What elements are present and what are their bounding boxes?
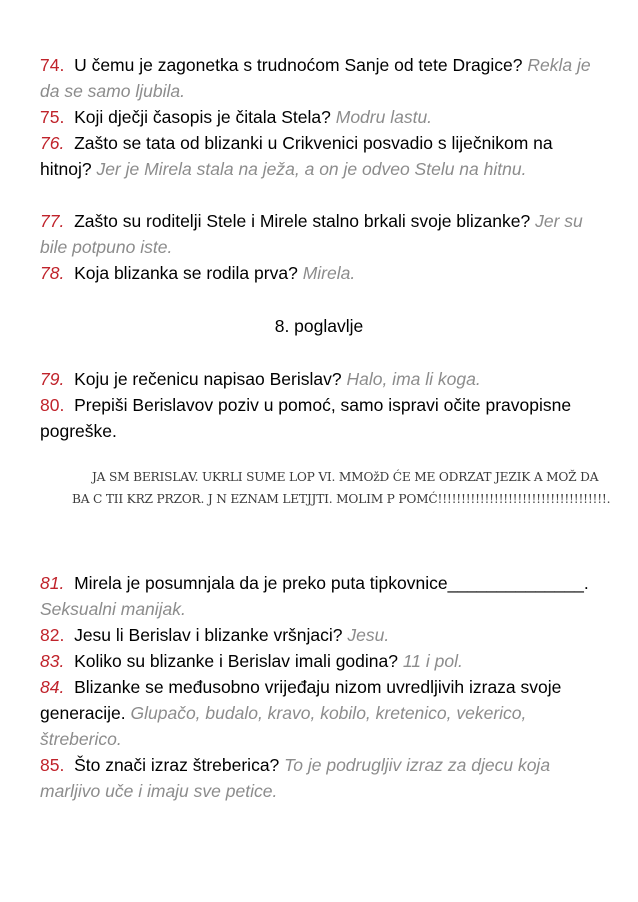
question-79 <box>40 366 600 392</box>
question-75 <box>40 104 600 130</box>
question-84 <box>40 674 600 752</box>
question-number: 81. <box>40 573 65 593</box>
question-74 <box>40 52 600 104</box>
question-76 <box>40 130 600 182</box>
answer-text: To je podrugljiv izraz za djecu koja marljivo uče i imaju sve petice. <box>40 755 551 801</box>
answer-text: Rekla je da se samo ljubila. <box>40 55 591 101</box>
answer-text: Mirela. <box>302 263 356 283</box>
chapter-heading: 8. poglavlje <box>274 316 364 336</box>
question-text: Koja blizanka se rodila prva? <box>74 263 298 283</box>
question-81 <box>40 570 600 622</box>
question-number: 76. <box>40 133 65 153</box>
question-number: 79. <box>40 369 65 389</box>
question-number: 77. <box>40 211 65 231</box>
answer-text: Jesu. <box>347 625 390 645</box>
question-text: Blizanke se međusobno vrijeđaju nizom uvredljivih izraza svoje generacije. <box>40 677 562 723</box>
question-text: Jesu li Berislav i blizanke vršnjaci? <box>74 625 343 645</box>
question-number: 85. <box>40 755 65 775</box>
question-text: Zašto su roditelji Stele i Mirele stalno brkali svoje blizanke? <box>74 211 531 231</box>
question-number: 75. <box>40 107 65 127</box>
question-number: 82. <box>40 625 65 645</box>
question-number: 78. <box>40 263 65 283</box>
question-text: Mirela je posumnjala da je preko puta tipkovnice______________. <box>74 573 589 593</box>
question-text: U čemu je zagonetka s trudnoćom Sanje od tete Dragice? <box>74 55 523 75</box>
answer-text: Halo, ima li koga. <box>346 369 481 389</box>
question-77 <box>40 208 600 260</box>
question-80 <box>40 392 600 444</box>
question-83 <box>40 648 600 674</box>
answer-text: Jer su bile potpuno iste. <box>40 211 583 257</box>
question-85 <box>40 752 600 804</box>
answer-text: 11 i pol. <box>402 651 463 671</box>
question-text: Zašto se tata od blizanki u Crikvenici posvadio s liječnikom na hitnoj? <box>40 133 553 179</box>
question-text: Koju je rečenicu napisao Berislav? <box>74 369 342 389</box>
question-text: Koliko su blizanke i Berislav imali godina? <box>74 651 398 671</box>
answer-text: Jer je Mirela stala na ježa, a on je odveo Stelu na hitnu. <box>96 159 527 179</box>
question-text: Što znači izraz štreberica? <box>74 755 280 775</box>
question-number: 83. <box>40 651 65 671</box>
question-text: Prepiši Berislavov poziv u pomoć, samo ispravi očite pravopisne pogreške. <box>40 395 572 441</box>
message-line-2: BA C TII KRZ PRZOR. J N EZNAM LETJJTI. MOLIM P POMĆ!!!!!!!!!!!!!!!!!!!!!!!!!!!!!!!!!!!!. <box>72 492 611 506</box>
answer-text: Glupačo, budalo, kravo, kobilo, kretenico, vekerico, štreberico. <box>40 703 527 749</box>
question-text: Koji dječji časopis je čitala Stela? <box>74 107 331 127</box>
question-number: 84. <box>40 677 65 697</box>
question-number: 74. <box>40 55 65 75</box>
question-number: 80. <box>40 395 65 415</box>
message-line-1: JA SM BERISLAV. UKRLI SUME LOP VI. MMOžD ĆE ME ODRZAT JEZIK A MOŽ DA <box>92 470 599 484</box>
berislav-message <box>40 466 611 510</box>
question-78 <box>40 260 600 286</box>
answer-text: Modru lastu. <box>335 107 433 127</box>
answer-text: Seksualni manijak. <box>40 599 186 619</box>
question-82 <box>40 622 600 648</box>
